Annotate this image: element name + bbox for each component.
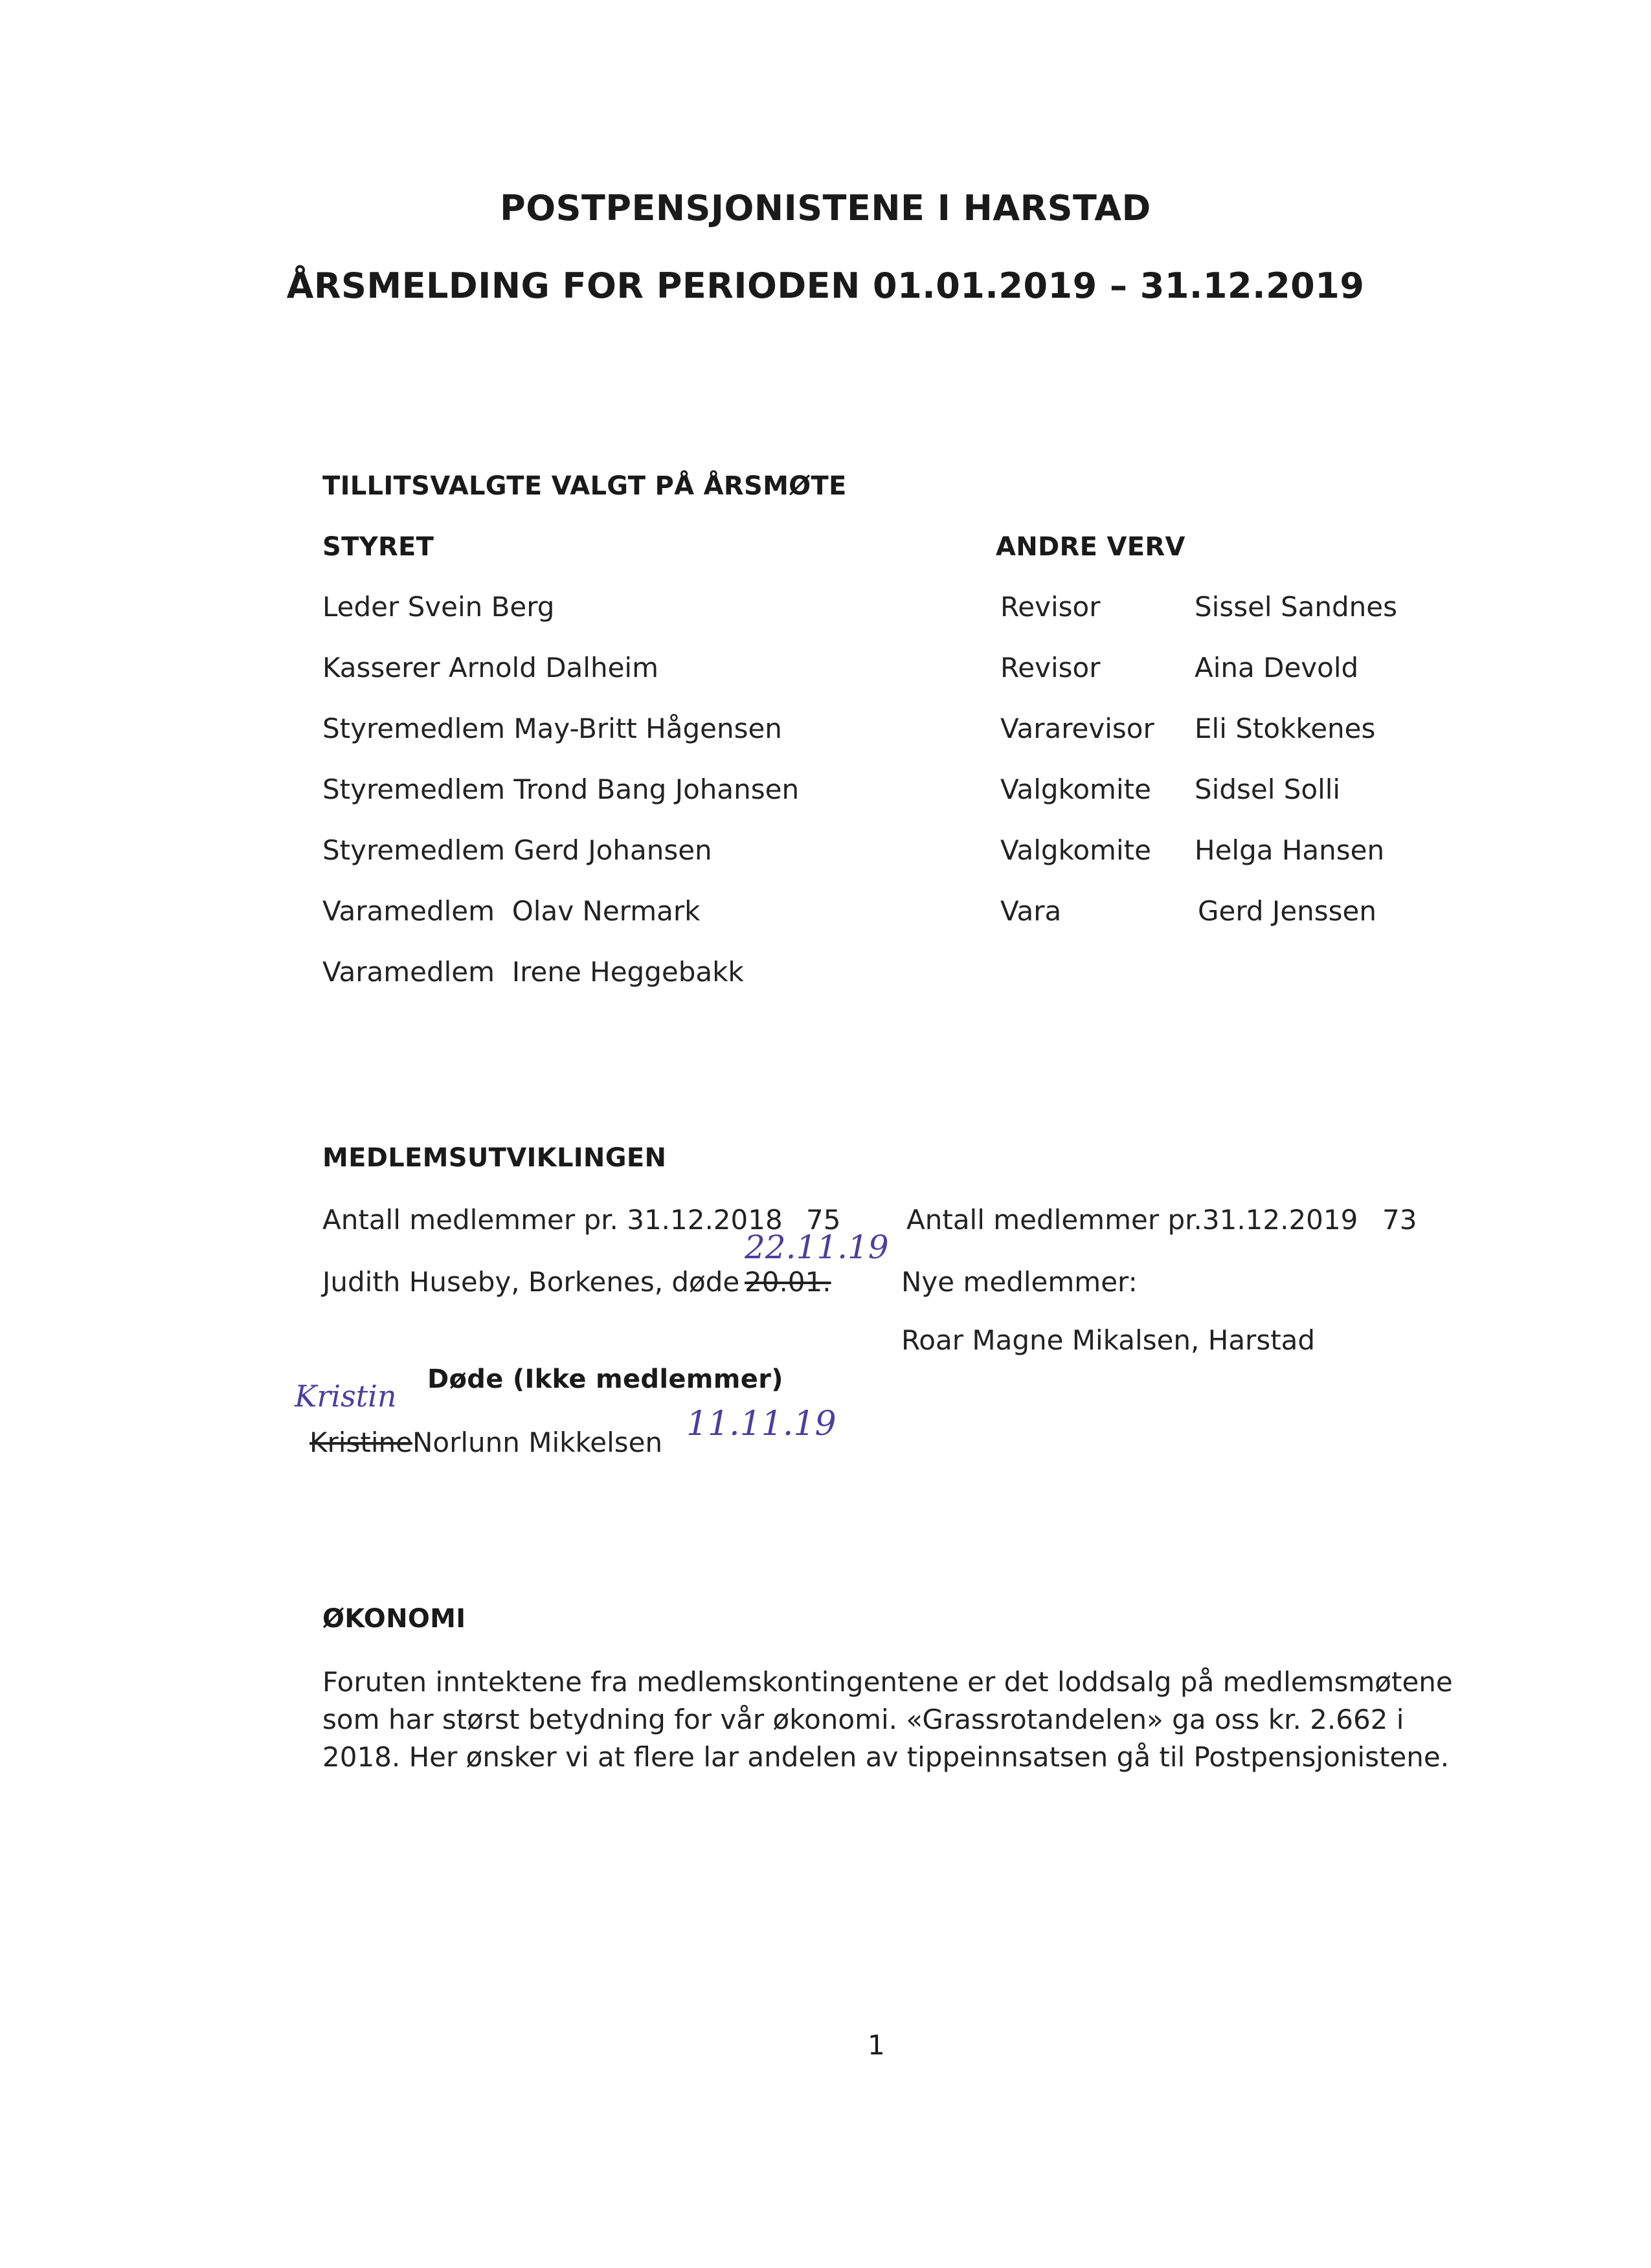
document-subtitle: ÅRSMELDING FOR PERIODEN 01.01.2019 – 31.12.2019 [286, 265, 1365, 306]
andre-verv-heading: ANDRE VERV [996, 532, 1185, 562]
styret-member: Styremedlem Trond Bang Johansen [322, 773, 800, 805]
death-entry: Judith Huseby, Borkenes, døde [322, 1266, 740, 1298]
verv-name: Sidsel Solli [1195, 773, 1341, 805]
nye-medlem: Roar Magne Mikalsen, Harstad [901, 1324, 1316, 1356]
styret-heading: STYRET [322, 532, 434, 562]
verv-name: Aina Devold [1195, 652, 1359, 684]
antall-2018-value: 75 [806, 1204, 841, 1236]
verv-role: Valgkomite [1000, 773, 1151, 805]
death-date-struck: 20.01. [745, 1266, 831, 1298]
dode-first-handwritten: Kristin [295, 1379, 397, 1414]
verv-role: Valgkomite [1000, 834, 1151, 866]
styret-member: Leder Svein Berg [322, 591, 555, 623]
document-title: POSTPENSJONISTENE I HARSTAD [500, 188, 1151, 228]
antall-2018-label: Antall medlemmer pr. 31.12.2018 [322, 1204, 783, 1236]
styret-member: Kasserer Arnold Dalheim [322, 652, 658, 684]
antall-2019-label: Antall medlemmer pr.31.12.2019 [906, 1204, 1358, 1236]
dode-ikke-medlemmer-heading: Døde (Ikke medlemmer) [427, 1364, 783, 1394]
medlemsutvikling-heading: MEDLEMSUTVIKLINGEN [322, 1143, 667, 1173]
styret-member: Varamedlem Irene Heggebakk [322, 956, 744, 988]
nye-medlemmer-heading: Nye medlemmer: [901, 1266, 1138, 1298]
dode-entry [309, 1427, 662, 1458]
verv-role: Vararevisor [1000, 713, 1154, 744]
okonomi-heading: ØKONOMI [322, 1604, 466, 1634]
okonomi-paragraph: Foruten inntektene fra medlemskontingentene er det loddsalg på medlemsmøtene som har størst betydning for vår økonomi. «Grassrotandelen» ga oss kr. 2.662 i 2018. Her ønsker vi at flere lar andelen av tippeinnsatsen gå til Postpensjonistene. [322, 1666, 1453, 1773]
styret-member: Styremedlem Gerd Johansen [322, 834, 712, 866]
verv-role: Vara [1000, 895, 1062, 927]
verv-name: Sissel Sandnes [1195, 591, 1397, 623]
dode-first-struck: Kristine [309, 1427, 412, 1458]
death-date-handwritten: 22.11.19 [745, 1228, 889, 1266]
dode-rest: Norlunn Mikkelsen [412, 1427, 663, 1458]
verv-role: Revisor [1000, 652, 1101, 684]
tillitsvalgte-heading: TILLITSVALGTE VALGT PÅ ÅRSMØTE [322, 471, 847, 501]
verv-name: Gerd Jenssen [1198, 895, 1376, 927]
styret-member: Varamedlem Olav Nermark [322, 895, 701, 927]
antall-2019-value: 73 [1382, 1204, 1417, 1236]
verv-role: Revisor [1000, 591, 1101, 623]
page-number: 1 [868, 2029, 885, 2061]
styret-member: Styremedlem May-Britt Hågensen [322, 713, 782, 744]
verv-name: Helga Hansen [1195, 834, 1385, 866]
verv-name: Eli Stokkenes [1195, 713, 1376, 744]
dode-date-handwritten: 11.11.19 [686, 1405, 837, 1443]
